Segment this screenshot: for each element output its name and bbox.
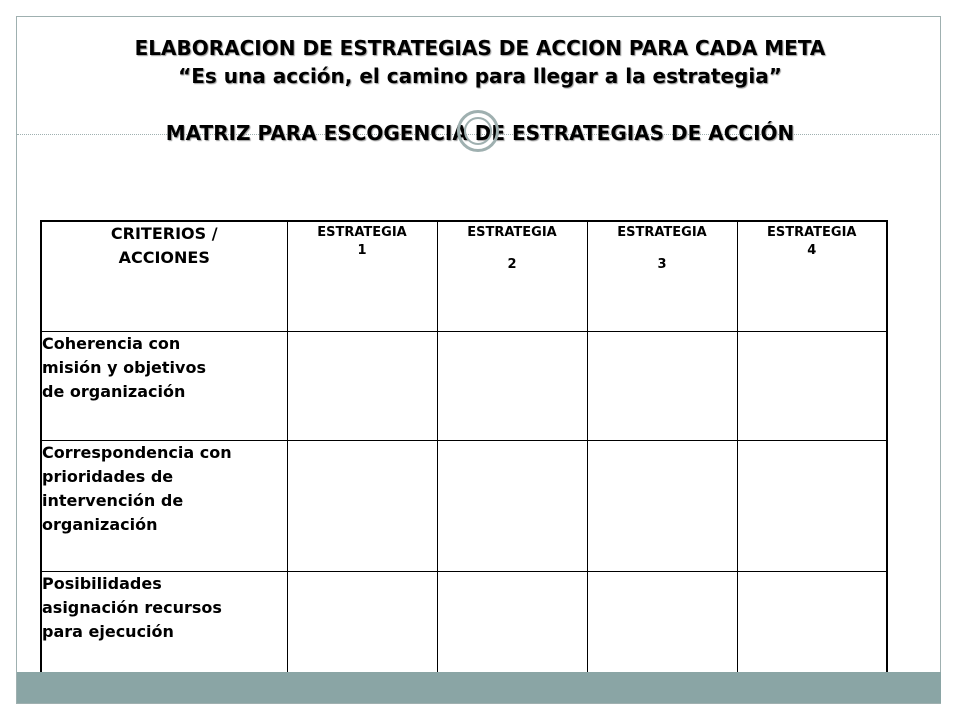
criterion-text-line: para ejecución	[42, 621, 174, 641]
matrix-cell[interactable]	[437, 440, 587, 571]
bottom-accent-bar	[17, 672, 941, 703]
criterion-text-line: Posibilidades	[42, 573, 162, 593]
strategy-header-label: ESTRATEGIA	[617, 225, 707, 240]
strategy-header-label: ESTRATEGIA	[317, 225, 407, 240]
table-row	[41, 571, 887, 681]
matrix-cell[interactable]	[737, 440, 887, 571]
strategy-header-number: 2	[507, 257, 517, 272]
criterion-text-line: intervención de	[42, 490, 184, 510]
criterion-text-line: prioridades de	[42, 466, 174, 486]
criterion-text-line: Correspondencia con	[42, 442, 232, 462]
decorative-ring-icon	[457, 110, 499, 152]
criteria-header	[41, 221, 287, 331]
strategy-header-2	[437, 221, 587, 331]
strategy-header-number: 4	[807, 243, 817, 258]
criterion-text-line: Coherencia con	[42, 333, 181, 353]
criterion-text-line: de organización	[42, 381, 186, 401]
strategy-header-label: ESTRATEGIA	[467, 225, 557, 240]
matrix-cell[interactable]	[287, 331, 437, 440]
slide-title: ELABORACION DE ESTRATEGIAS DE ACCION PARA CADA META	[134, 36, 826, 60]
matrix-cell[interactable]	[287, 571, 437, 681]
criterion-text-line: organización	[42, 514, 158, 534]
strategy-header-4	[737, 221, 887, 331]
slide-subtitle-quote: “Es una acción, el camino para llegar a la estrategia”	[178, 64, 782, 88]
matrix-title: MATRIZ PARA ESCOGENCIA DE ESTRATEGIAS DE ACCIÓN	[165, 121, 795, 145]
strategy-header-number: 3	[657, 257, 667, 272]
criterion-text-line: asignación recursos	[42, 597, 222, 617]
criterion-coherencia	[41, 331, 287, 440]
strategy-header-1	[287, 221, 437, 331]
criterion-correspondencia	[41, 440, 287, 571]
strategy-header-label: ESTRATEGIA	[767, 225, 857, 240]
criterion-text-line: misión y objetivos	[42, 357, 206, 377]
strategy-header-number: 1	[357, 243, 367, 258]
criterion-posibilidades	[41, 571, 287, 681]
table-row	[41, 440, 887, 571]
criteria-header-line1: CRITERIOS /	[110, 224, 218, 243]
criteria-header-line2: ACCIONES	[118, 248, 210, 267]
matrix-cell[interactable]	[737, 331, 887, 440]
matrix-cell[interactable]	[587, 571, 737, 681]
strategy-header-3	[587, 221, 737, 331]
matrix-cell[interactable]	[287, 440, 437, 571]
matrix-cell[interactable]	[437, 331, 587, 440]
strategy-matrix-table	[40, 220, 888, 682]
matrix-cell[interactable]	[587, 331, 737, 440]
matrix-cell[interactable]	[587, 440, 737, 571]
table-row	[41, 331, 887, 440]
matrix-cell[interactable]	[737, 571, 887, 681]
matrix-cell[interactable]	[437, 571, 587, 681]
table-header-row	[41, 221, 887, 331]
